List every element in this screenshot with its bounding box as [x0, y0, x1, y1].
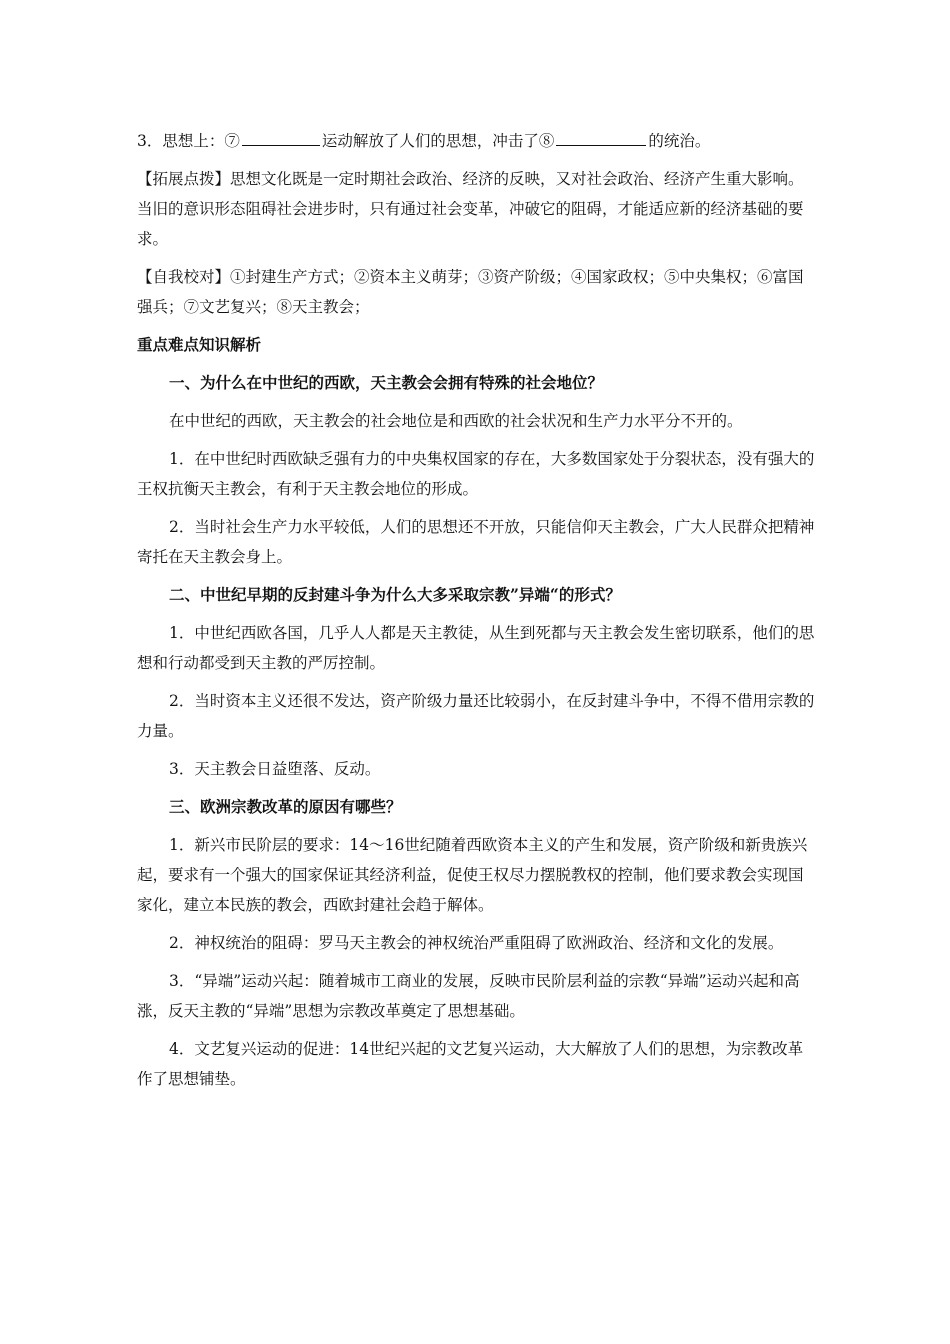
question-3-point-3: 3．“异端”运动兴起：随着城市工商业的发展，反映市民阶层利益的宗教“异端”运动兴起和高涨，反天主教的“异端”思想为宗教改革奠定了思想基础。	[137, 972, 800, 1020]
section-title: 重点难点知识解析	[137, 335, 262, 354]
document-body	[137, 126, 817, 1094]
thought-suffix: 的统治。	[648, 132, 711, 150]
thought-line	[137, 126, 817, 156]
blank-7	[242, 127, 320, 146]
thought-middle: 运动解放了人们的思想，冲击了⑧	[321, 132, 555, 150]
question-2-point-3: 3．天主教会日益堕落、反动。	[169, 760, 381, 778]
question-2-point-1: 1．中世纪西欧各国，几乎人人都是天主教徒，从生到死都与天主教会发生密切联系，他们的思想和行动都受到天主教的严厉控制。	[137, 624, 815, 672]
self-check-text: ①封建生产方式；②资本主义萌芽；③资产阶级；④国家政权；⑤中央集权；⑥富国强兵；⑦文艺复兴；⑧天主教会；	[137, 268, 804, 316]
tip-paragraph	[137, 164, 817, 254]
question-3-title: 三、欧洲宗教改革的原因有哪些？	[169, 797, 402, 816]
blank-8	[556, 127, 646, 146]
question-1-point-1: 1．在中世纪时西欧缺乏强有力的中央集权国家的存在，大多数国家处于分裂状态，没有强大的王权抗衡天主教会，有利于天主教会地位的形成。	[137, 450, 815, 498]
thought-prefix: 3．思想上：⑦	[137, 132, 240, 150]
question-3-point-2: 2．神权统治的阻碍：罗马天主教会的神权统治严重阻碍了欧洲政治、经济和文化的发展。	[169, 934, 784, 952]
tip-text: 思想文化既是一定时期社会政治、经济的反映，又对社会政治、经济产生重大影响。当旧的意识形态阻碍社会进步时，只有通过社会变革，冲破它的阻碍，才能适应新的经济基础的要求。	[137, 170, 804, 248]
question-1-title: 一、为什么在中世纪的西欧，天主教会会拥有特殊的社会地位？	[169, 373, 604, 392]
question-1-intro: 在中世纪的西欧，天主教会的社会地位是和西欧的社会状况和生产力水平分不开的。	[169, 412, 743, 430]
question-3-point-4: 4．文艺复兴运动的促进：14世纪兴起的文艺复兴运动，大大解放了人们的思想，为宗教改革作了思想铺垫。	[137, 1040, 804, 1088]
question-2-point-2: 2．当时资本主义还很不发达，资产阶级力量还比较弱小，在反封建斗争中，不得不借用宗教的力量。	[137, 692, 815, 740]
question-1-point-2: 2．当时社会生产力水平较低，人们的思想还不开放，只能信仰天主教会，广大人民群众把精神寄托在天主教会身上。	[137, 518, 815, 566]
question-2-title: 二、中世纪早期的反封建斗争为什么大多采取宗教”异端“的形式？	[169, 585, 621, 604]
question-3-point-1: 1．新兴市民阶层的要求：14～16世纪随着西欧资本主义的产生和发展，资产阶级和新贵族兴起，要求有一个强大的国家保证其经济利益，促使王权尽力摆脱教权的控制，他们要求教会实现国家化，建立本民族的教会，西欧封建社会趋于解体。	[137, 836, 808, 914]
self-check-label: 【自我校对】	[137, 268, 231, 286]
self-check-paragraph	[137, 262, 817, 322]
tip-label: 【拓展点拨】	[137, 170, 231, 188]
